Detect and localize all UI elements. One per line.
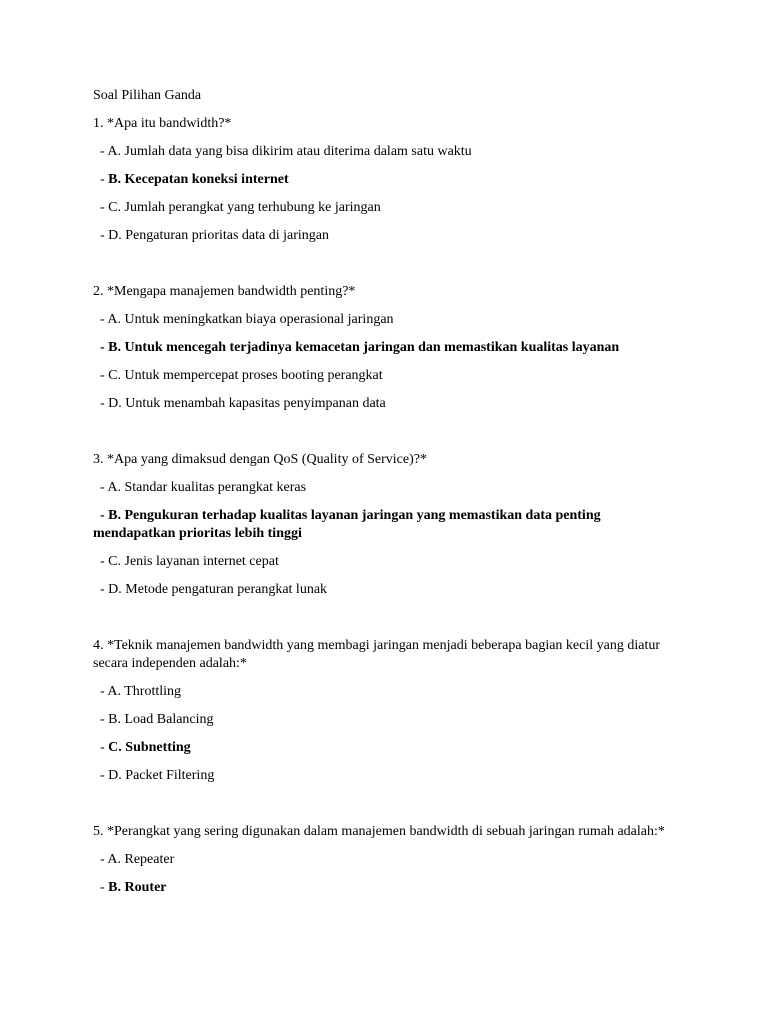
option-text: C. Jenis layanan internet cepat <box>108 554 279 569</box>
question-4 <box>93 637 683 785</box>
answer-option <box>93 711 683 729</box>
answer-option <box>93 479 683 497</box>
question-spacer <box>93 609 683 637</box>
option-bullet: - <box>93 554 109 569</box>
option-bullet: - <box>93 768 109 783</box>
question-2 <box>93 283 683 413</box>
answer-option <box>93 143 683 161</box>
option-text: C. Subnetting <box>108 740 191 755</box>
option-bullet: - <box>93 712 109 727</box>
option-text: C. Jumlah perangkat yang terhubung ke jaringan <box>108 200 381 215</box>
option-bullet: - <box>93 172 109 187</box>
question-stem: 4. *Teknik manajemen bandwidth yang membagi jaringan menjadi beberapa bagian kecil yang diatur secara independen adalah:* <box>93 638 660 671</box>
option-text: B. Router <box>108 880 167 895</box>
option-bullet: - <box>93 740 109 755</box>
answer-option <box>93 851 683 869</box>
answer-option <box>93 199 683 217</box>
option-text: D. Pengaturan prioritas data di jaringan <box>108 228 329 243</box>
document-body <box>93 87 683 907</box>
answer-option-correct <box>93 879 683 897</box>
question-stem: 2. *Mengapa manajemen bandwidth penting?* <box>93 284 356 299</box>
answer-option <box>93 553 683 571</box>
question-stem: 1. *Apa itu bandwidth?* <box>93 116 232 131</box>
question-spacer <box>93 255 683 283</box>
option-text: B. Kecepatan koneksi internet <box>108 172 289 187</box>
option-text: A. Untuk meningkatkan biaya operasional jaringan <box>107 312 394 327</box>
answer-option <box>93 311 683 329</box>
option-bullet: - <box>93 228 109 243</box>
option-bullet: - <box>93 880 109 895</box>
option-text: A. Jumlah data yang bisa dikirim atau diterima dalam satu waktu <box>107 144 472 159</box>
answer-option <box>93 395 683 413</box>
question-stem: 3. *Apa yang dimaksud dengan QoS (Quality of Service)?* <box>93 452 427 467</box>
option-bullet: - <box>93 480 108 495</box>
option-bullet: - <box>93 368 109 383</box>
option-text: B. Pengukuran terhadap kualitas layanan jaringan yang memastikan data penting mendapatkan prioritas lebih tinggi <box>93 508 601 541</box>
option-bullet: - <box>93 684 108 699</box>
question-3 <box>93 451 683 599</box>
answer-option-correct <box>93 739 683 757</box>
option-bullet: - <box>93 340 109 355</box>
option-text: D. Packet Filtering <box>108 768 215 783</box>
option-bullet: - <box>93 144 108 159</box>
option-bullet: - <box>93 852 108 867</box>
answer-option <box>93 367 683 385</box>
option-bullet: - <box>93 312 108 327</box>
option-text: B. Untuk mencegah terjadinya kemacetan jaringan dan memastikan kualitas layanan <box>108 340 620 355</box>
answer-option <box>93 581 683 599</box>
question-stem: 5. *Perangkat yang sering digunakan dalam manajemen bandwidth di sebuah jaringan rumah adalah:* <box>93 824 665 839</box>
answer-option-correct <box>93 507 683 543</box>
answer-option <box>93 767 683 785</box>
option-text: B. Load Balancing <box>108 712 214 727</box>
question-list <box>93 115 683 897</box>
option-bullet: - <box>93 200 109 215</box>
answer-option-correct <box>93 339 683 357</box>
question-spacer <box>93 423 683 451</box>
answer-option <box>93 683 683 701</box>
question-1 <box>93 115 683 245</box>
option-text: D. Metode pengaturan perangkat lunak <box>108 582 328 597</box>
answer-option <box>93 227 683 245</box>
option-text: C. Untuk mempercepat proses booting perangkat <box>108 368 383 383</box>
question-spacer <box>93 795 683 823</box>
question-5 <box>93 823 683 897</box>
document-title: Soal Pilihan Ganda <box>93 88 202 103</box>
option-text: D. Untuk menambah kapasitas penyimpanan data <box>108 396 386 411</box>
option-text: A. Repeater <box>107 852 175 867</box>
option-bullet: - <box>93 508 109 523</box>
option-text: A. Standar kualitas perangkat keras <box>107 480 307 495</box>
answer-option-correct <box>93 171 683 189</box>
option-bullet: - <box>93 582 109 597</box>
option-text: A. Throttling <box>107 684 182 699</box>
option-bullet: - <box>93 396 109 411</box>
